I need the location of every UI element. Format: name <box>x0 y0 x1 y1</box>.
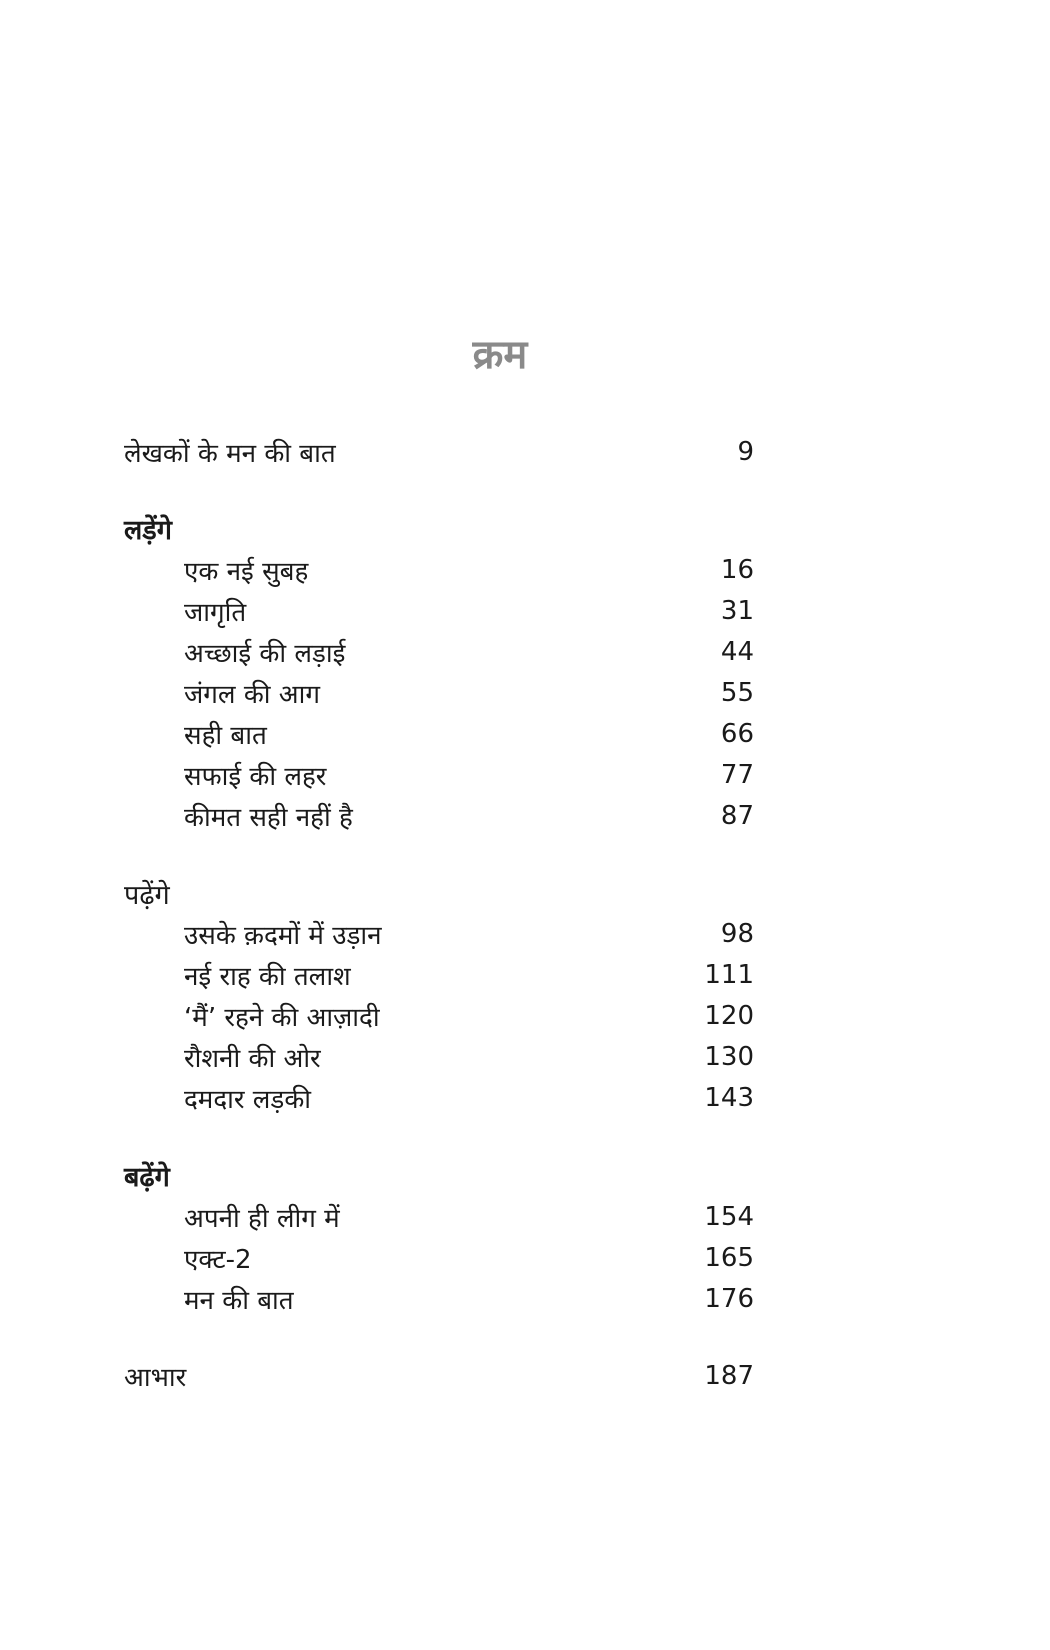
toc-entry-outro <box>124 1356 754 1396</box>
toc-entry-label: सही बात <box>184 721 267 751</box>
toc-entry <box>184 796 754 836</box>
toc-entry-page: 165 <box>704 1243 754 1273</box>
toc-entry-page: 16 <box>720 555 754 585</box>
toc-entry-label: अच्छाई की लड़ाई <box>184 639 346 669</box>
toc-entry-page: 31 <box>720 596 754 626</box>
page-title: क्रम <box>472 332 528 378</box>
toc-entry-label: लेखकों के मन की बात <box>124 439 336 469</box>
toc-entry-page: 111 <box>704 960 754 990</box>
toc-entry <box>184 591 754 631</box>
toc-entry-label: दमदार लड़की <box>184 1085 312 1115</box>
toc-entry-label: नई राह की तलाश <box>184 962 351 992</box>
toc-entry <box>184 632 754 672</box>
toc-entry-label: उसके क़दमों में उड़ान <box>184 921 382 951</box>
toc-entry-page: 9 <box>737 437 754 467</box>
toc-entry-page: 98 <box>720 919 754 949</box>
toc-entry-label: एक्ट-2 <box>184 1245 252 1275</box>
toc-entry-label: अपनी ही लीग में <box>184 1204 340 1234</box>
toc-entry-page: 44 <box>720 637 754 667</box>
toc-entry-page: 55 <box>720 678 754 708</box>
toc-entry <box>184 1197 754 1237</box>
toc-entry-label: मन की बात <box>184 1286 294 1316</box>
toc-entry <box>184 1279 754 1319</box>
toc-entry-label: एक नई सुबह <box>184 557 309 587</box>
toc-entry <box>184 714 754 754</box>
toc-entry-page: 130 <box>704 1042 754 1072</box>
toc-entry-label: जागृति <box>184 598 247 628</box>
toc-entry-page: 87 <box>720 801 754 831</box>
section-heading-3: बढ़ेंगे <box>124 1161 170 1193</box>
toc-entry <box>184 1037 754 1077</box>
toc-entry <box>184 955 754 995</box>
toc-entry-page: 187 <box>704 1361 754 1391</box>
section-heading-2: पढ़ेंगे <box>124 879 170 911</box>
section-heading-1: लड़ेंगे <box>124 514 172 546</box>
toc-entry-label: सफाई की लहर <box>184 762 327 792</box>
toc-entry-label: रौशनी की ओर <box>184 1044 321 1074</box>
toc-entry <box>184 1078 754 1118</box>
toc-entry-page: 120 <box>704 1001 754 1031</box>
toc-entry <box>184 755 754 795</box>
toc-entry-label: आभार <box>124 1363 187 1393</box>
toc-entry-label: कीमत सही नहीं है <box>184 803 353 833</box>
toc-entry-page: 66 <box>720 719 754 749</box>
toc-entry <box>184 1238 754 1278</box>
toc-entry-page: 143 <box>704 1083 754 1113</box>
toc-entry <box>184 996 754 1036</box>
toc-entry-label: ‘मैं’ रहने की आज़ादी <box>184 1003 380 1033</box>
toc-entry <box>184 550 754 590</box>
toc-entry <box>184 673 754 713</box>
toc-entry-label: जंगल की आग <box>184 680 320 710</box>
toc-entry-page: 77 <box>720 760 754 790</box>
toc-entry-page: 176 <box>704 1284 754 1314</box>
toc-entry-page: 154 <box>704 1202 754 1232</box>
toc-entry-intro <box>124 432 754 472</box>
toc-entry <box>184 914 754 954</box>
